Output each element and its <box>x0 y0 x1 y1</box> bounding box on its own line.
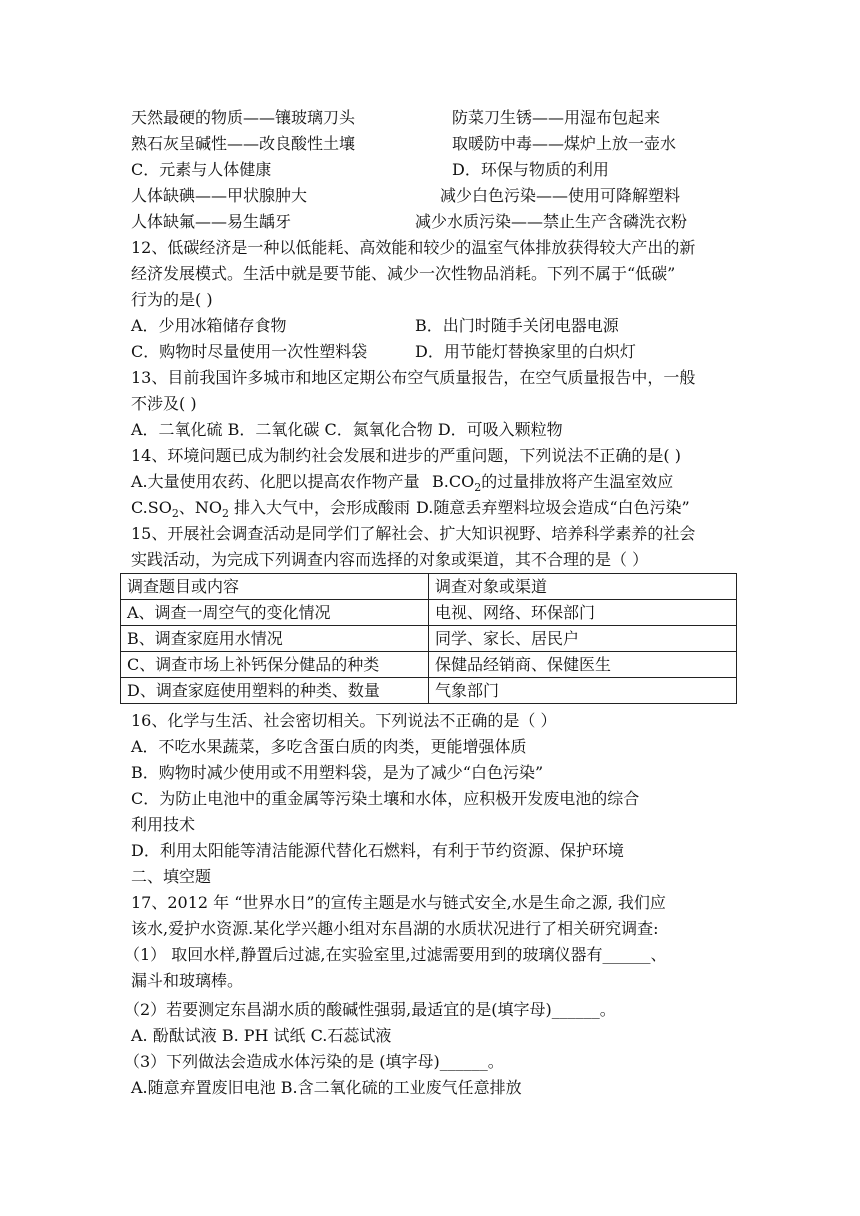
table-cell: A、调查一周空气的变化情况 <box>121 600 429 626</box>
pair-right-2: 取暖防中毒——煤炉上放一壶水 <box>452 134 677 153</box>
q12-option-a: A．少用冰箱储存食物 <box>131 316 287 335</box>
q12-option-b: B．出门时随手关闭电器电源 <box>415 316 619 335</box>
q16-option-d: D．利用太阳能等清洁能源代替化石燃料，有利于节约资源、保护环境 <box>131 841 624 860</box>
q14-option-b: $B.CO_2$的过量排放将产生温室效应 <box>432 472 674 495</box>
table-row <box>121 626 737 652</box>
q17-part3: （3）下列做法会造成水体污染的是 (填字母)______。 <box>124 1052 504 1071</box>
table-header-cell: 调查对象或渠道 <box>429 574 737 600</box>
q14-option-d: D.随意丢弃塑料垃圾会造成“白色污染” <box>416 498 690 517</box>
table-cell: 同学、家长、居民户 <box>429 626 737 652</box>
survey-table <box>120 573 737 704</box>
q17-stem-2: 该水,爱护水资源.某化学兴趣小组对东昌湖的水质状况进行了相关研究调查: <box>131 919 659 938</box>
q17-part3-options: A.随意弃置废旧电池 B.含二氧化硫的工业废气任意排放 <box>131 1078 522 1097</box>
q17-part2-options: A. 酚酞试液 B. PH 试纸 C.石蕊试液 <box>131 1026 392 1045</box>
q16-stem: 16、化学与生活、社会密切相关。下列说法不正确的是（ ） <box>131 711 557 730</box>
q16-option-b: B．购物时减少使用或不用塑料袋，是为了减少“白色污染” <box>131 763 544 782</box>
table-cell: 气象部门 <box>429 678 737 704</box>
table-row <box>121 678 737 704</box>
table-cell: D、调查家庭使用塑料的种类、数量 <box>121 678 429 704</box>
pair-right-4: 减少白色污染——使用可降解塑料 <box>440 186 681 205</box>
table-cell: 电视、网络、环保部门 <box>429 600 737 626</box>
q14-stem: 14、环境问题已成为制约社会发展和进步的严重问题，下列说法不正确的是( ) <box>131 446 681 465</box>
q16-option-c-line1: C．为防止电池中的重金属等污染土壤和水体，应积极开发废电池的综合 <box>131 789 640 808</box>
q15-stem-2: 实践活动，为完成下列调查内容而选择的对象或渠道，其不合理的是（ ） <box>131 550 649 569</box>
table-cell: 保健品经销商、保健医生 <box>429 652 737 678</box>
pair-right-5: 减少水质污染——禁止生产含磷洗衣粉 <box>415 212 688 231</box>
pair-left-5: 人体缺氟——易生龋牙 <box>131 212 292 231</box>
table-header-row <box>121 574 737 600</box>
q17-part1-line1: （1） 取回水样,静置后过滤,在实验室里,过滤需要用到的玻璃仪器有______、 <box>124 945 667 964</box>
q13-options: A．二氧化硫 B．二氧化碳 C．氮氧化合物 D．可吸入颗粒物 <box>131 420 563 439</box>
q16-option-c-line2: 利用技术 <box>131 815 196 834</box>
q16-option-a: A．不吃水果蔬菜，多吃含蛋白质的肉类，更能增强体质 <box>131 737 527 756</box>
q13-stem-2: 不涉及( ) <box>131 394 197 413</box>
pair-left-4: 人体缺碘——甲状腺肿大 <box>131 186 308 205</box>
q17-part1-line2: 漏斗和玻璃棒。 <box>131 971 244 990</box>
q12-option-c: C．购物时尽量使用一次性塑料袋 <box>131 342 368 361</box>
table-cell: B、调查家庭用水情况 <box>121 626 429 652</box>
pair-right-3: D．环保与物质的利用 <box>452 160 609 179</box>
table-row <box>121 652 737 678</box>
q12-stem-1: 12、低碳经济是一种以低能耗、高效能和较少的温室气体排放获得较大产出的新 <box>131 238 696 257</box>
q12-stem-2: 经济发展模式。生活中就是要节能、减少一次性物品消耗。下列不属于“低碳” <box>131 264 676 283</box>
pair-left-1: 天然最硬的物质——镶玻璃刀头 <box>131 108 356 127</box>
pair-left-2: 熟石灰呈碱性——改良酸性土壤 <box>131 134 356 153</box>
q17-stem-1: 17、2012 年 “世界水日”的宣传主题是水与链式安全,水是生命之源, 我们应 <box>131 893 666 912</box>
pair-left-3: C．元素与人体健康 <box>131 160 272 179</box>
table-row <box>121 600 737 626</box>
q12-option-d: D．用节能灯替换家里的白炽灯 <box>415 342 636 361</box>
pair-right-1: 防菜刀生锈——用湿布包起来 <box>452 108 661 127</box>
q13-stem-1: 13、目前我国许多城市和地区定期公布空气质量报告，在空气质量报告中，一般 <box>131 368 696 387</box>
q12-stem-3: 行为的是( ) <box>131 290 213 309</box>
q15-stem-1: 15、开展社会调查活动是同学们了解社会、扩大知识视野、培养科学素养的社会 <box>131 524 696 543</box>
q17-part2: （2）若要测定东昌湖水质的酸碱性强弱,最适宜的是(填字母)______。 <box>124 1000 616 1019</box>
table-cell: C、调查市场上补钙保分健品的种类 <box>121 652 429 678</box>
q14-option-a: A.大量使用农药、化肥以提高农作物产量 <box>131 472 420 491</box>
table-header-cell: 调查题目或内容 <box>121 574 429 600</box>
section-heading: 二、填空题 <box>131 867 212 886</box>
q14-option-c: $C.SO_2$、$NO_2$ 排入大气中，会形成酸雨 <box>131 498 411 521</box>
